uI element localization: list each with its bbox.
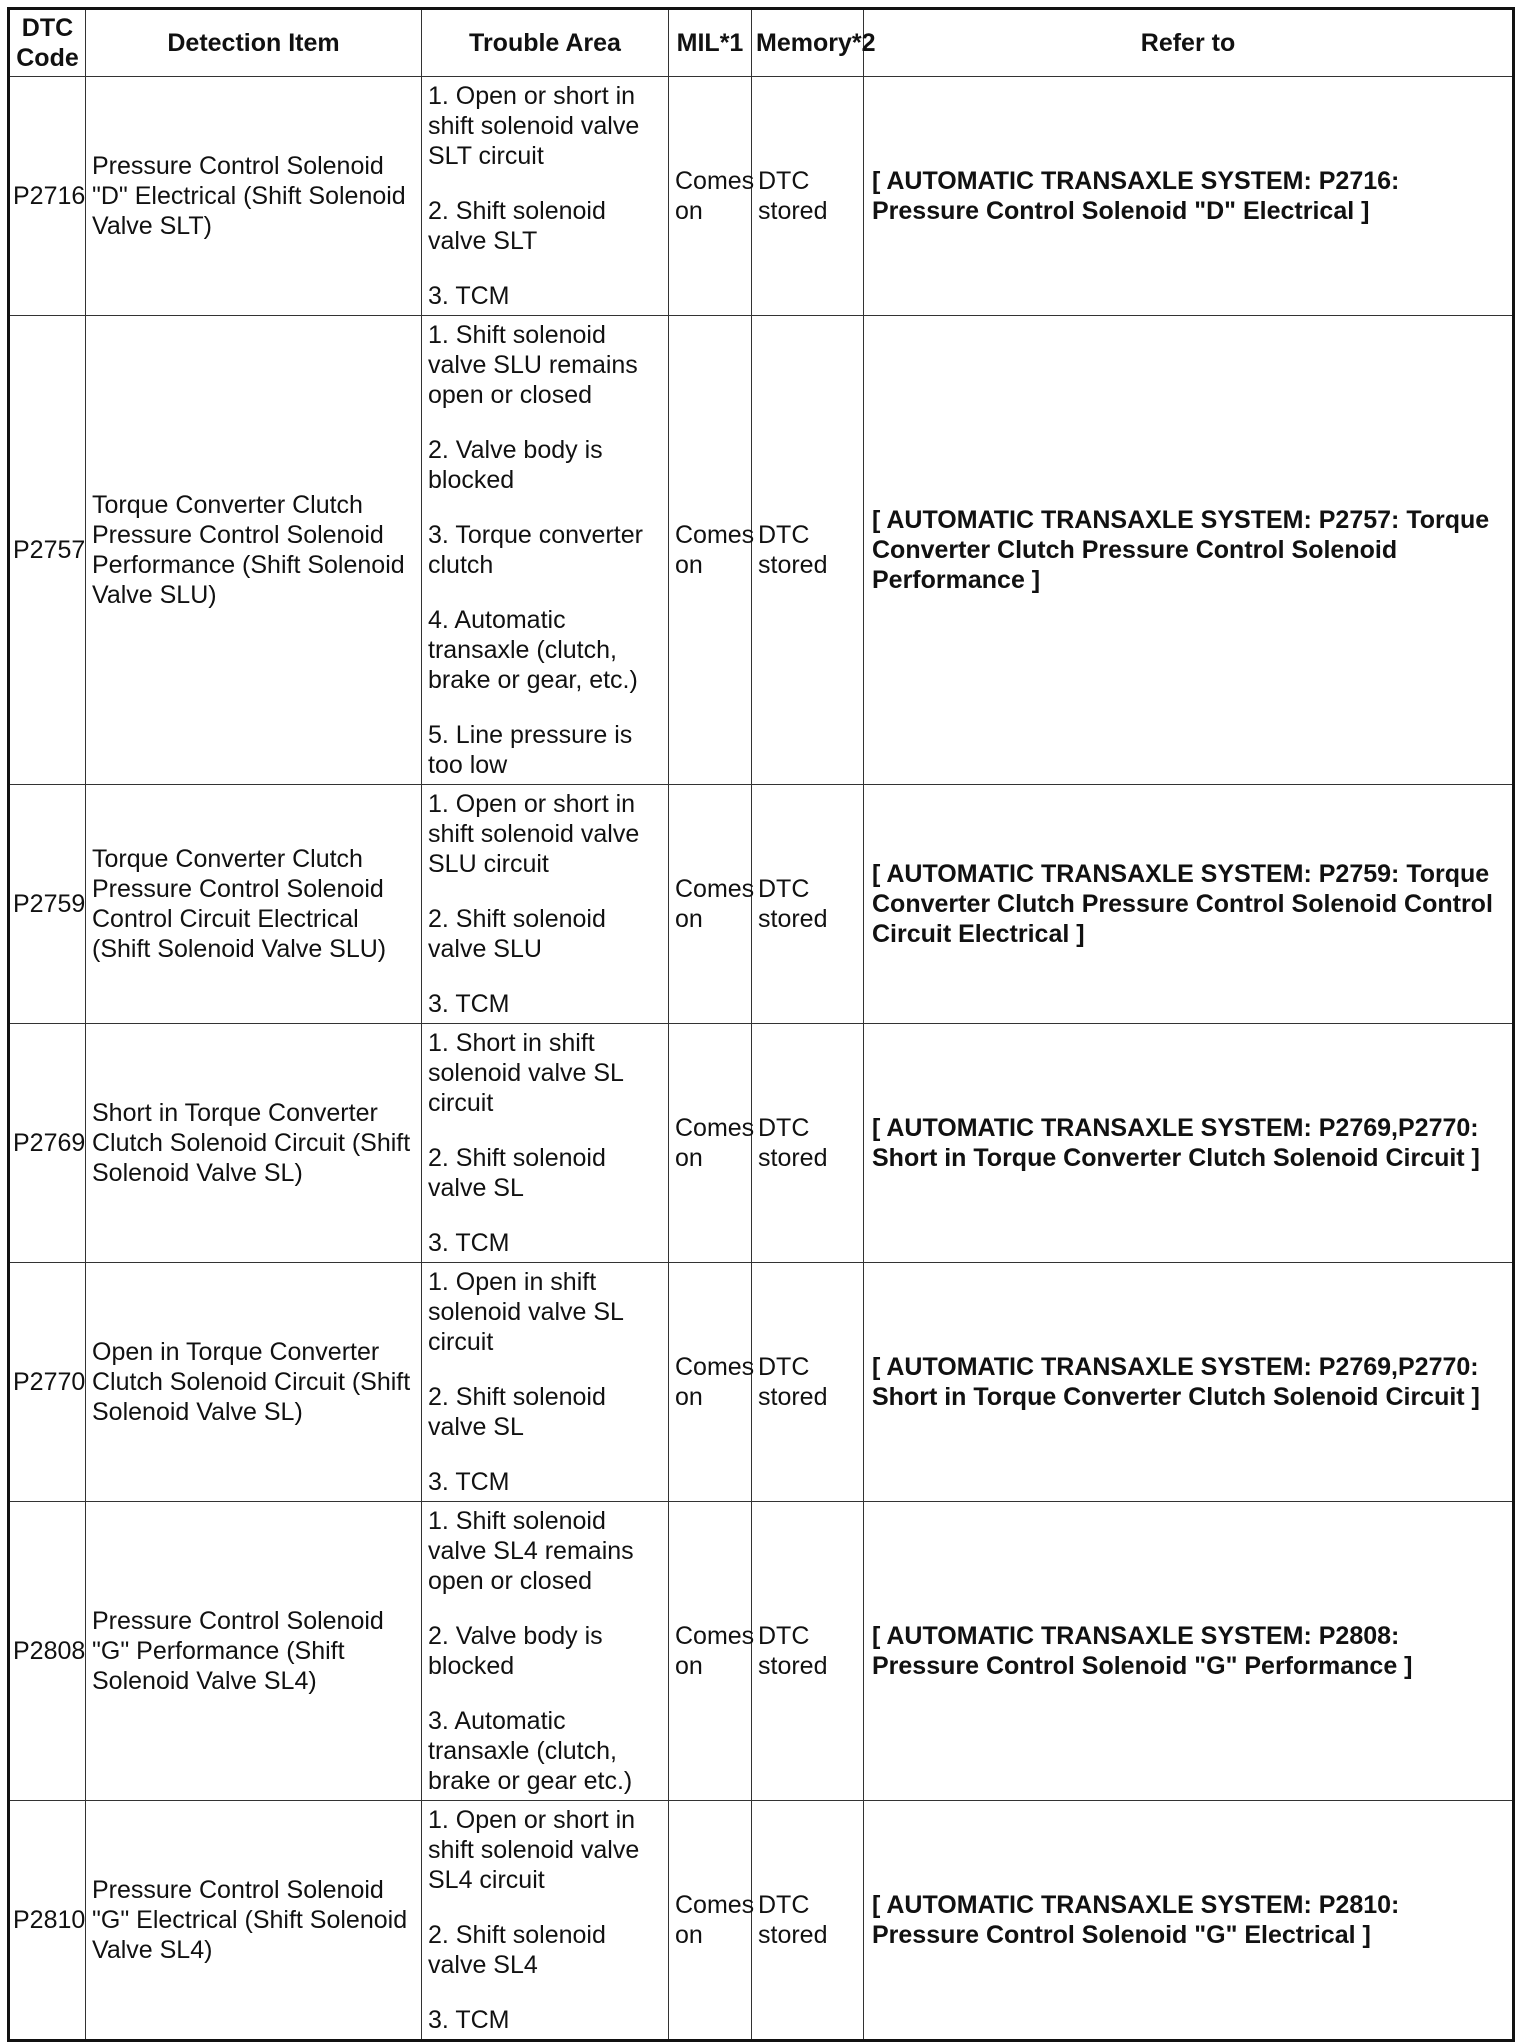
detection-item-cell: Open in Torque Converter Clutch Solenoid Circuit (Shift Solenoid Valve SL)	[86, 1263, 422, 1502]
refer-to-cell: [ AUTOMATIC TRANSAXLE SYSTEM: P2759: Torque Converter Clutch Pressure Control Solenoid Control Circuit Electrical ]	[864, 785, 1514, 1024]
header-label: MIL*1	[676, 29, 744, 57]
header-dtc-code	[9, 9, 86, 77]
memory-cell: DTC stored	[752, 1502, 864, 1801]
trouble-area-item: 2. Shift solenoid valve SL4	[428, 1921, 606, 1979]
trouble-area-cell	[422, 1801, 669, 2041]
trouble-area-item: 2. Shift solenoid valve SLU	[428, 905, 606, 963]
detection-item-cell: Short in Torque Converter Clutch Solenoid Circuit (Shift Solenoid Valve SL)	[86, 1024, 422, 1263]
table-row	[9, 785, 1514, 1024]
header-memory	[752, 9, 876, 77]
detection-item-cell: Torque Converter Clutch Pressure Control Solenoid Performance (Shift Solenoid Valve SLU)	[86, 316, 422, 785]
mil-cell: Comes on	[669, 316, 752, 785]
mil-cell: Comes on	[669, 785, 752, 1024]
trouble-area-item: 5. Line pressure is too low	[428, 721, 633, 779]
table-row	[9, 1024, 1514, 1263]
trouble-area-item: 1. Open or short in shift solenoid valve SL4 circuit	[428, 1806, 640, 1894]
mil-cell: Comes on	[669, 1502, 752, 1801]
dtc-code-cell: P2810	[9, 1801, 86, 2041]
refer-to-cell: [ AUTOMATIC TRANSAXLE SYSTEM: P2769,P2770: Short in Torque Converter Clutch Solenoid Circuit ]	[864, 1263, 1514, 1502]
mil-cell: Comes on	[669, 1801, 752, 2041]
header-label: Detection Item	[167, 29, 340, 57]
header-label: Trouble Area	[469, 29, 621, 57]
refer-to-cell: [ AUTOMATIC TRANSAXLE SYSTEM: P2769,P2770: Short in Torque Converter Clutch Solenoid Circuit ]	[864, 1024, 1514, 1263]
header-label: Refer to	[1140, 29, 1236, 57]
header-refer-to	[864, 9, 1514, 77]
memory-cell: DTC stored	[752, 1263, 864, 1502]
memory-cell: DTC stored	[752, 1801, 864, 2041]
trouble-area-item: 1. Open or short in shift solenoid valve SLT circuit	[428, 82, 640, 170]
trouble-area-cell	[422, 1263, 669, 1502]
header-detection-item	[86, 9, 422, 77]
table-row	[9, 1502, 1514, 1801]
mil-cell: Comes on	[669, 1024, 752, 1263]
trouble-area-item: 2. Valve body is blocked	[428, 436, 603, 494]
trouble-area-item: 4. Automatic transaxle (clutch, brake or gear, etc.)	[428, 606, 638, 694]
refer-to-cell: [ AUTOMATIC TRANSAXLE SYSTEM: P2757: Torque Converter Clutch Pressure Control Solenoid Performance ]	[864, 316, 1514, 785]
trouble-area-item: 3. TCM	[428, 282, 510, 310]
memory-cell: DTC stored	[752, 316, 864, 785]
header-label: DTC	[21, 14, 74, 42]
table-header	[9, 9, 1514, 77]
trouble-area-item: 2. Valve body is blocked	[428, 1622, 603, 1680]
header-row	[9, 9, 1514, 77]
refer-to-cell: [ AUTOMATIC TRANSAXLE SYSTEM: P2808: Pressure Control Solenoid "G" Performance ]	[864, 1502, 1514, 1801]
trouble-area-cell	[422, 1502, 669, 1801]
trouble-area-item: 1. Shift solenoid valve SL4 remains open or closed	[428, 1507, 634, 1595]
dtc-code-cell: P2770	[9, 1263, 86, 1502]
dtc-code-cell: P2808	[9, 1502, 86, 1801]
table-row	[9, 316, 1514, 785]
trouble-area-item: 3. Torque converter clutch	[428, 521, 643, 579]
memory-cell: DTC stored	[752, 77, 864, 316]
trouble-area-item: 2. Shift solenoid valve SL	[428, 1383, 606, 1441]
trouble-area-item: 1. Short in shift solenoid valve SL circuit	[428, 1029, 624, 1117]
header-mil	[669, 9, 752, 77]
table-body	[9, 77, 1514, 2041]
table-row	[9, 1801, 1514, 2041]
mil-cell: Comes on	[669, 1263, 752, 1502]
trouble-area-item: 3. Automatic transaxle (clutch, brake or gear etc.)	[428, 1707, 633, 1795]
header-trouble-area	[422, 9, 669, 77]
table-row	[9, 77, 1514, 316]
dtc-table	[7, 7, 1515, 2042]
trouble-area-cell	[422, 785, 669, 1024]
dtc-code-cell: P2759	[9, 785, 86, 1024]
trouble-area-item: 3. TCM	[428, 990, 510, 1018]
trouble-area-cell	[422, 1024, 669, 1263]
dtc-code-cell: P2757	[9, 316, 86, 785]
trouble-area-item: 2. Shift solenoid valve SL	[428, 1144, 606, 1202]
table-row	[9, 1263, 1514, 1502]
detection-item-cell: Pressure Control Solenoid "G" Performance (Shift Solenoid Valve SL4)	[86, 1502, 422, 1801]
header-label: Code	[16, 44, 79, 72]
trouble-area-cell	[422, 77, 669, 316]
trouble-area-cell	[422, 316, 669, 785]
trouble-area-item: 3. TCM	[428, 2006, 510, 2034]
mil-cell: Comes on	[669, 77, 752, 316]
dtc-code-cell: P2769	[9, 1024, 86, 1263]
detection-item-cell: Pressure Control Solenoid "G" Electrical (Shift Solenoid Valve SL4)	[86, 1801, 422, 2041]
refer-to-cell: [ AUTOMATIC TRANSAXLE SYSTEM: P2716: Pressure Control Solenoid "D" Electrical ]	[864, 77, 1514, 316]
memory-cell: DTC stored	[752, 1024, 864, 1263]
trouble-area-item: 2. Shift solenoid valve SLT	[428, 197, 606, 255]
trouble-area-item: 1. Open in shift solenoid valve SL circuit	[428, 1268, 624, 1356]
trouble-area-item: 1. Open or short in shift solenoid valve SLU circuit	[428, 790, 640, 878]
trouble-area-item: 3. TCM	[428, 1229, 510, 1257]
trouble-area-item: 3. TCM	[428, 1468, 510, 1496]
trouble-area-item: 1. Shift solenoid valve SLU remains open or closed	[428, 321, 638, 409]
detection-item-cell: Pressure Control Solenoid "D" Electrical (Shift Solenoid Valve SLT)	[86, 77, 422, 316]
detection-item-cell: Torque Converter Clutch Pressure Control Solenoid Control Circuit Electrical (Shift Solenoid Valve SLU)	[86, 785, 422, 1024]
memory-cell: DTC stored	[752, 785, 864, 1024]
refer-to-cell: [ AUTOMATIC TRANSAXLE SYSTEM: P2810: Pressure Control Solenoid "G" Electrical ]	[864, 1801, 1514, 2041]
dtc-code-cell: P2716	[9, 77, 86, 316]
header-label: Memory*2	[756, 29, 876, 57]
